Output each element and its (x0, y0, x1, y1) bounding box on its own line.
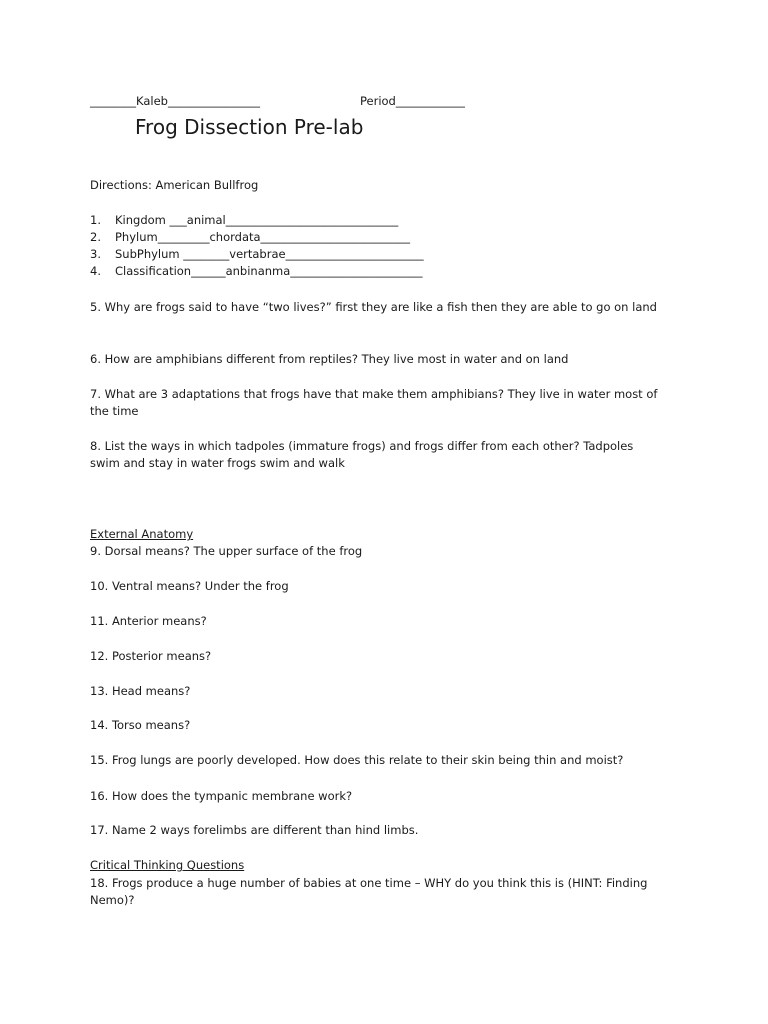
list-item-subphylum (90, 246, 424, 263)
question-5: 5. Why are frogs said to have “two lives?” first they are like a fish then they are able to go on land (90, 300, 657, 314)
question-14: 14. Torso means? (90, 718, 191, 732)
critical-thinking-heading: Critical Thinking Questions (90, 858, 245, 872)
question-18: 18. Frogs produce a huge number of babies at one time – WHY do you think this is (HINT: Finding Nemo)? (90, 876, 648, 907)
list-text: Classification______anbinanma_______________________ (115, 264, 423, 278)
question-7: 7. What are 3 adaptations that frogs have that make them amphibians? They live in water most of the time (90, 387, 658, 418)
list-text: Phylum_________chordata__________________________ (115, 230, 411, 244)
list-number: 1. (90, 213, 101, 227)
directions-text: Directions: American Bullfrog (90, 178, 259, 192)
student-name-line: ________Kaleb________________ (90, 94, 260, 108)
list-text: Kingdom ___animal______________________________ (115, 213, 399, 227)
question-8: 8. List the ways in which tadpoles (immature frogs) and frogs differ from each other? Tadpoles swim and stay in water frogs swim and walk (90, 439, 634, 470)
period-line: Period____________ (360, 94, 465, 108)
question-12: 12. Posterior means? (90, 649, 212, 663)
question-13: 13. Head means? (90, 684, 191, 698)
list-number: 4. (90, 264, 101, 278)
list-item-classification (90, 263, 423, 280)
list-text: SubPhylum ________vertabrae________________________ (115, 247, 424, 261)
list-number: 2. (90, 230, 101, 244)
list-item-phylum (90, 229, 410, 246)
question-17: 17. Name 2 ways forelimbs are different than hind limbs. (90, 823, 419, 837)
question-16: 16. How does the tympanic membrane work? (90, 789, 353, 803)
external-anatomy-heading: External Anatomy (90, 527, 194, 541)
question-6: 6. How are amphibians different from reptiles? They live most in water and on land (90, 352, 569, 366)
list-number: 3. (90, 247, 101, 261)
page-title: Frog Dissection Pre-lab (135, 115, 364, 139)
question-15: 15. Frog lungs are poorly developed. How does this relate to their skin being thin and moist? (90, 753, 624, 767)
question-9: 9. Dorsal means? The upper surface of the frog (90, 544, 363, 558)
question-10: 10. Ventral means? Under the frog (90, 579, 289, 593)
question-11: 11. Anterior means? (90, 614, 207, 628)
list-item-kingdom (90, 212, 398, 229)
